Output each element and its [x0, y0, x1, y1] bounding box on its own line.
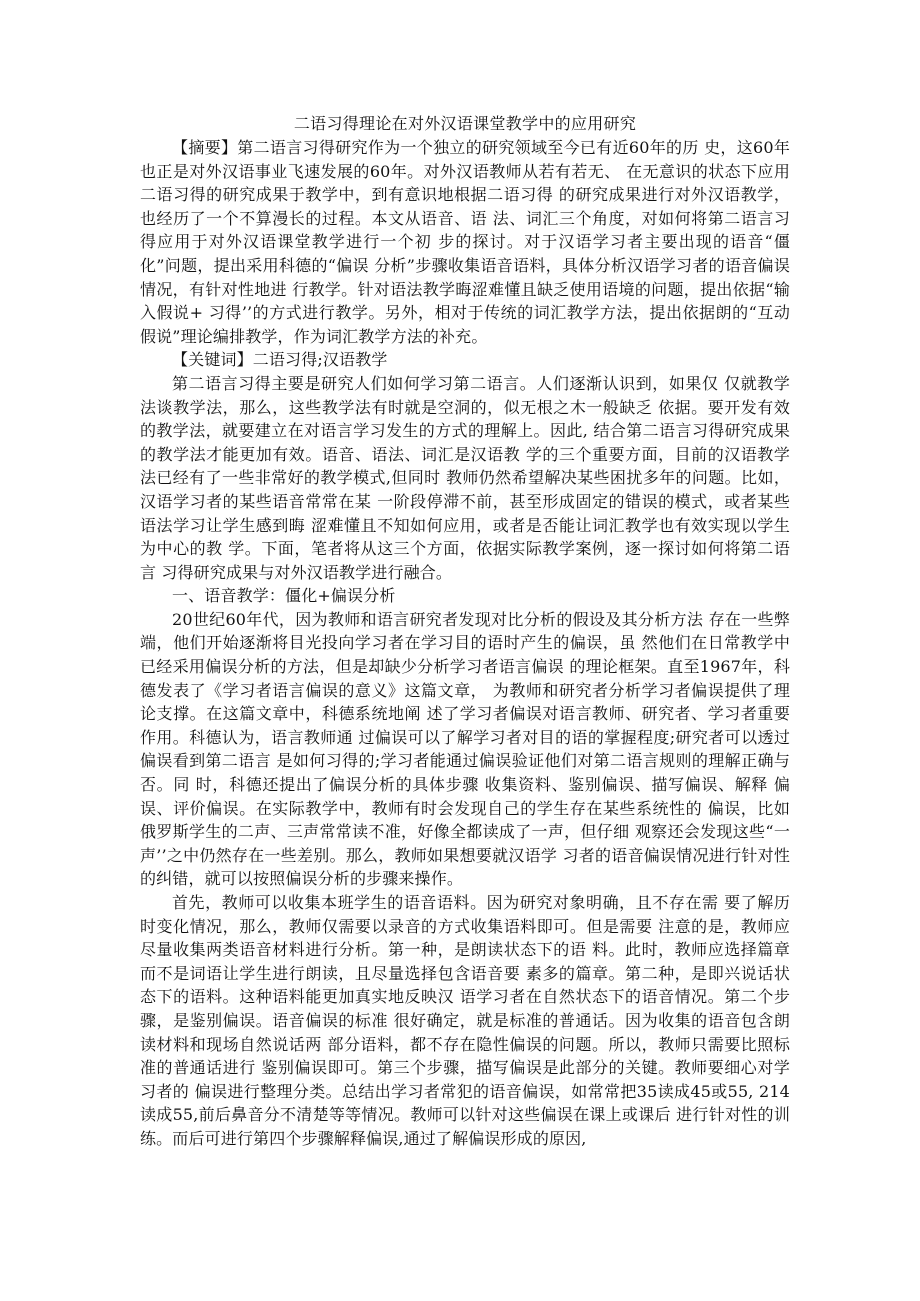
body-paragraph: 20世纪60年代，因为教师和语言研究者发现对比分析的假设及其分析方法 存在一些弊端，他们开始逐渐将目光投向学习者在学习目的语时产生的偏误，虽 然他们在日常教学中已经采用偏误分析的方法，但是却缺少分析学习者语言偏误 的理论框架。直至1967年，科德发表了《学习者语言偏误的意义》这篇文章， 为教师和研究者分析学习者偏误提供了理论支撑。在这篇文章中，科德系统地阐 述了学习者偏误对语言教师、研究者、学习者重要作用。科德认为，语言教师通 过偏误可以了解学习者对目的语的掌握程度;研究者可以透过偏误看到第二语言 是如何习得的;学习者能通过偏误验证他们对第二语言规则的理解正确与否。同 时，科德还提出了偏误分析的具体步骤 收集资料、鉴别偏误、描写偏误、解释 偏误、评价偏误。在实际教学中，教师有时会发现自己的学生存在某些系统性的 偏误，比如俄罗斯学生的二声、三声常常读不准，好像全都读成了一声，但仔细 观察还会发现这些“一声’’之中仍然存在一些差别。那么，教师如果想要就汉语学 习者的语音偏误情况进行针对性的纠错，就可以按照偏误分析的步骤来操作。	[140, 609, 790, 889]
intro-paragraph: 第二语言习得主要是研究人们如何学习第二语言。人们逐渐认识到，如果仅 仅就教学法谈教学法，那么，这些教学法有时就是空洞的，似无根之木一般缺乏 依据。要开发有效的教学法，就要建立在对语言学习发生的方式的理解上。因此, 结合第二语言习得研究成果的教学法才能更加有效。语音、语法、词汇是汉语教 学的三个重要方面，目前的汉语教学法已经有了一些非常好的教学模式,但同时 教师仍然希望解决某些困扰多年的问题。比如，汉语学习者的某些语音常常在某 一阶段停滞不前，甚至形成固定的错误的模式，或者某些语法学习让学生感到晦 涩难懂且不知如何应用，或者是否能让词汇教学也有效实现以学生为中心的教 学。下面，笔者将从这三个方面，依据实际教学案例，逐一探讨如何将第二语言 习得研究成果与对外汉语教学进行融合。	[140, 373, 790, 582]
body-paragraph: 首先，教师可以收集本班学生的语音语料。因为研究对象明确，且不存在需 要了解历时变化情况，那么，教师仅需要以录音的方式收集语料即可。但是需要 注意的是，教师应尽量收集两类语音材料进行分析。第一种，是朗读状态下的语 料。此时，教师应选择篇章而不是词语让学生进行朗读，且尽量选择包含语音要 素多的篇章。第二种，是即兴说话状态下的语料。这种语料能更加真实地反映汉 语学习者在自然状态下的语音情况。第二个步骤，是鉴别偏误。语音偏误的标准 很好确定，就是标准的普通话。因为收集的语音包含朗读材料和现场自然说话两 部分语料，都不存在隐性偏误的问题。所以，教师只需要比照标准的普通话进行 鉴别偏误即可。第三个步骤，描写偏误是此部分的关键。教师要细心对学习者的 偏误进行整理分类。总结出学习者常犯的语音偏误，如常常把35读成45或55, 214读成55,前后鼻音分不清楚等等情况。教师可以针对这些偏误在课上或课后 进行针对性的训练。而后可进行第四个步骤解释偏误,通过了解偏误形成的原因,	[140, 893, 790, 1148]
keywords-line: 【关键词】二语习得;汉语教学	[172, 350, 388, 370]
section-heading: 一、语音教学：僵化+偏误分析	[172, 586, 396, 606]
abstract-paragraph: 【摘要】第二语言习得研究作为一个独立的研究领域至今已有近60年的历 史，这60年也正是对外汉语事业飞速发展的60年。对外汉语教师从若有若无、 在无意识的状态下应用二语习得的研究成果于教学中，到有意识地根据二语习得 的研究成果进行对外汉语教学，也经历了一个不算漫长的过程。本文从语音、语 法、词汇三个角度，对如何将第二语言习得应用于对外汉语课堂教学进行一个初 步的探讨。对于汉语学习者主要出现的语音“僵化”问题，提出采用科德的“偏误 分析”步骤收集语音语料，具体分析汉语学习者的语音偏误情况，有针对性地进 行教学。针对语法教学晦涩难懂且缺乏使用语境的问题，提出依据“输入假说+ 习得’’的方式进行教学。另外，相对于传统的词汇教学方法，提出依据朗的“互动 假说”理论编排教学，作为词汇教学方法的补充。	[140, 138, 790, 346]
document-title: 二语习得理论在对外汉语课堂教学中的应用研究	[293, 114, 637, 133]
document-page	[140, 112, 790, 1151]
